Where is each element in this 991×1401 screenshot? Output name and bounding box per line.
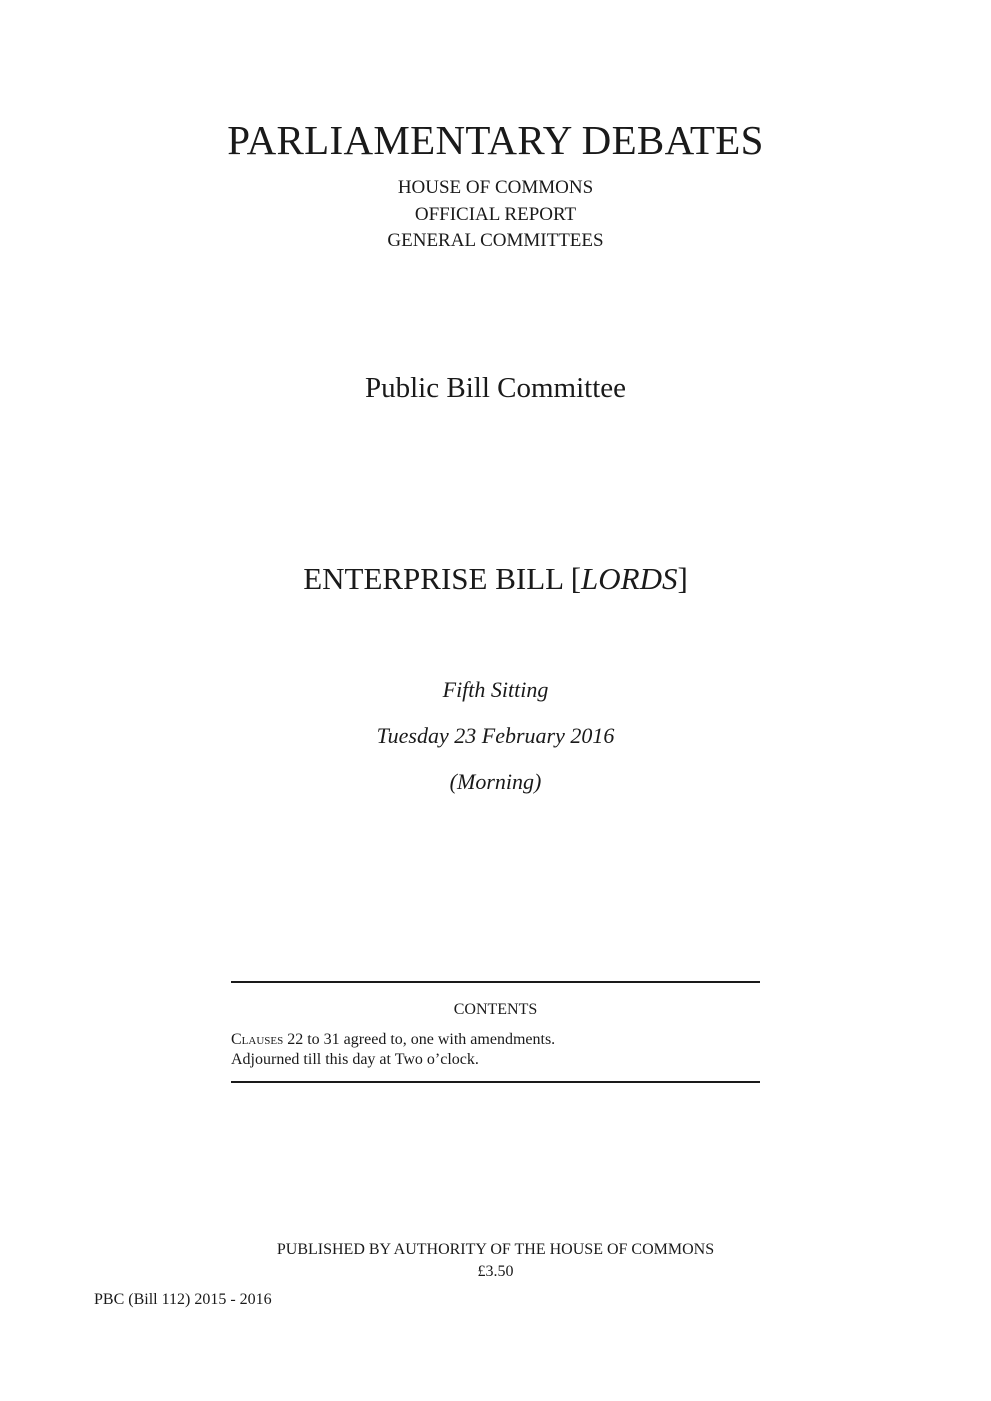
document-title: PARLIAMENTARY DEBATES [227,117,764,163]
bill-bracket: ] [677,561,688,596]
publisher-notice: PUBLISHED BY AUTHORITY OF THE HOUSE OF COMMONS [276,1241,715,1258]
house-line: HOUSE OF COMMONS [397,177,594,198]
contents-list [231,1030,760,1070]
contents-heading: CONTENTS [453,1001,538,1018]
bill-title [0,560,991,598]
contents-item [231,1030,760,1050]
publication-header [0,175,991,255]
bill-name: ENTERPRISE BILL [ [303,561,582,596]
committee-name: Public Bill Committee [365,372,626,404]
price: £3.50 [477,1263,514,1280]
sitting-number: Fifth Sitting [442,677,549,702]
sitting-period: (Morning) [449,769,542,794]
committees-line: GENERAL COMMITTEES [387,230,604,251]
report-line: OFFICIAL REPORT [414,203,577,225]
bill-house: LORDS [581,561,678,596]
sitting-date: Tuesday 23 February 2016 [376,723,615,748]
contents-item: Adjourned till this day at Two o’clock. [231,1051,479,1068]
document-reference: PBC (Bill 112) 2015 - 2016 [94,1291,272,1308]
clauses-text: 22 to 31 agreed to, one with amendments. [283,1031,556,1048]
clauses-lead: Clauses [231,1031,284,1048]
contents-bottom-rule [231,1081,760,1083]
contents-top-rule [231,981,760,983]
